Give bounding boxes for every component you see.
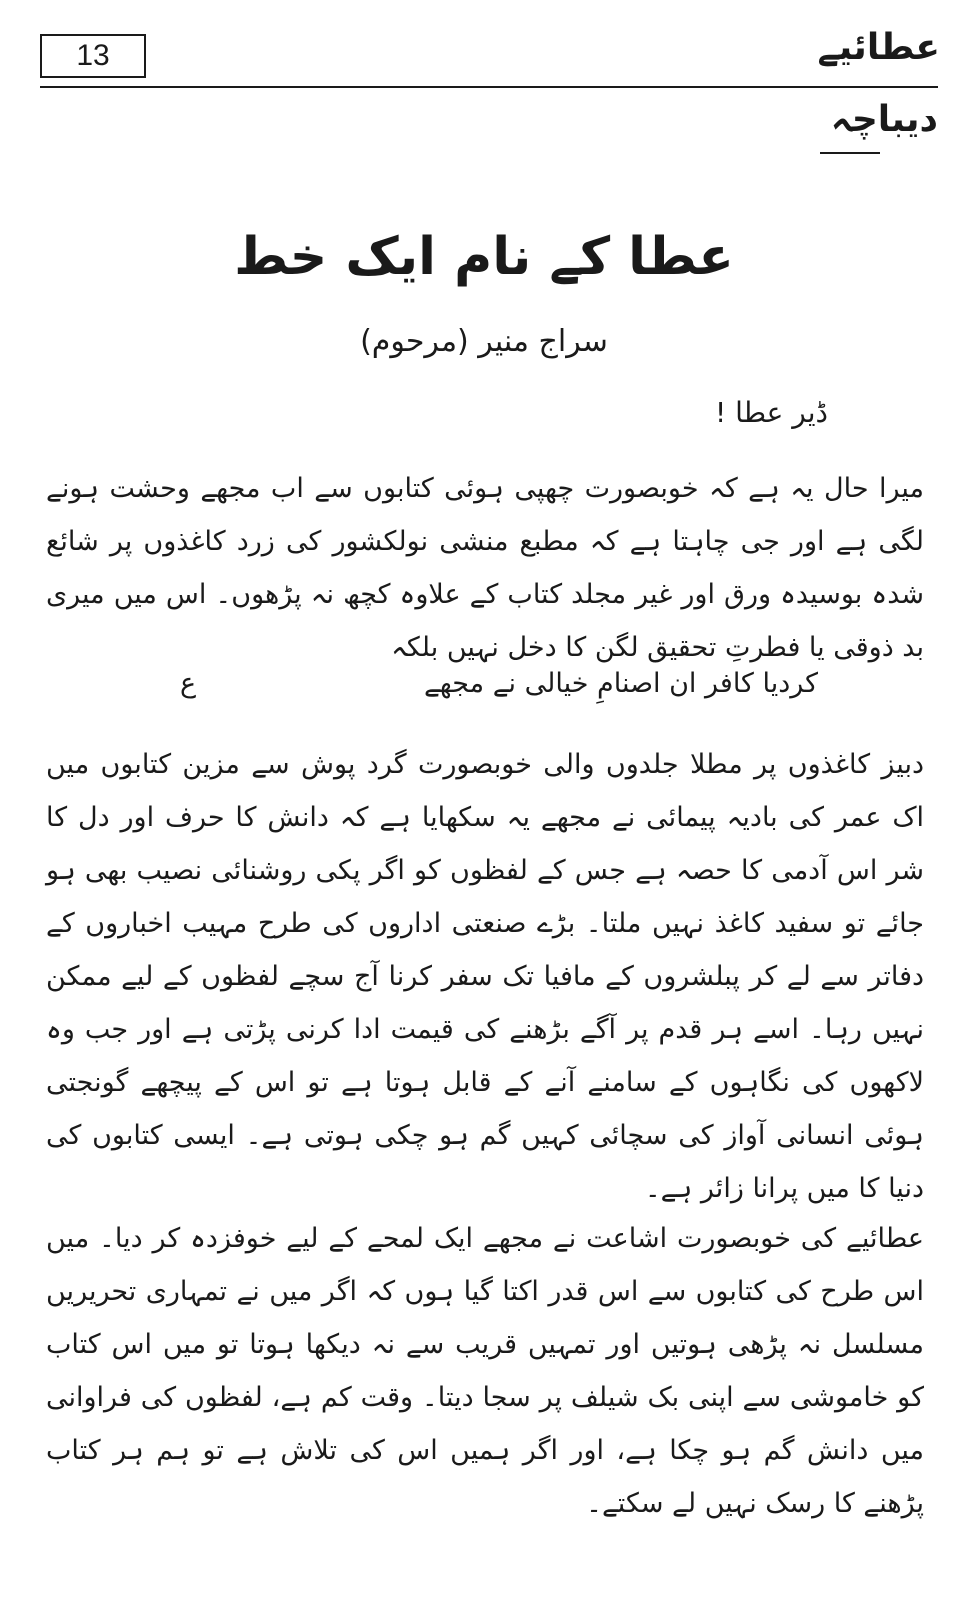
author-name: سراج منیر (مرحوم) [360, 324, 608, 359]
verse-text: کردیا کافر ان اصنامِ خیالی نے مجھے [423, 668, 818, 699]
header-rule [40, 86, 938, 88]
section-label-underline [820, 152, 880, 154]
article-title: عطا کے نام ایک خط [234, 227, 734, 287]
paragraph-3: عطائیے کی خوبصورت اشاعت نے مجھے ایک لمحے کے لیے خوفزدہ کر دیا۔ میں اس طرح کی کتابوں سے اس قدر اکتا گیا ہوں کہ اگر میں نے تمہاری تحریریں مسلسل نہ پڑھی ہوتیں اور تمہیں قریب سے نہ دیکھا ہوتا تو میں اس کتاب کو خاموشی سے اپنی بک شیلف پر سجا دیتا۔ وقت کم ہے، لفظوں کی فراوانی میں دانش گم ہو چکا ہے، اور اگر ہمیں اس کی تلاش ہے تو ہم ہر کتاب پڑھنے کا رسک نہیں لے سکتے۔ [46, 1223, 924, 1519]
section-label: دیباچہ [830, 99, 938, 140]
paragraph-2: دبیز کاغذوں پر مطلا جلدوں والی خوبصورت گرد پوش سے مزین کتابوں میں اک عمر کی بادیہ پیمائی نے مجھے یہ سکھایا ہے کہ دانش کا حرف اور دل کا شر اس آدمی کا حصہ ہے جس کے لفظوں کو اگر پکی روشنائی نصیب بھی ہو جائے تو سفید کاغذ نہیں ملتا۔ بڑے صنعتی اداروں کی طرح مہیب اخباروں کے دفاتر سے لے کر پبلشروں کے مافیا تک سفر کرنا آج سچے لفظوں کے لیے ممکن نہیں رہا۔ اسے ہر قدم پر آگے بڑھنے کی قیمت ادا کرنی پڑتی ہے اور جب وہ لاکھوں کی نگاہوں کے سامنے آنے کے قابل ہوتا ہے تو اس کے پیچھے گونجتی ہوئی انسانی آواز کی سچائی کہیں گم ہو چکی ہوتی ہے۔ ایسی کتابوں کی دنیا کا میں پرانا زائر ہے۔ [46, 749, 924, 1204]
paragraph-1: میرا حال یہ ہے کہ خوبصورت چھپی ہوئی کتابوں سے اب مجھے وحشت ہونے لگی ہے اور جی چاہتا ہے کہ مطبع منشی نولکشور کی زرد کاغذوں پر شائع شدہ بوسیدہ ورق اور غیر مجلد کتاب کے علاوہ کچھ نہ پڑھوں۔ اس میں میری بد ذوقی یا فطرتِ تحقیق لگن کا دخل نہیں بلکہ [46, 473, 924, 663]
verse-line [180, 668, 818, 700]
page-number: 13 [40, 34, 146, 78]
running-header-book-title: عطائیے [817, 27, 940, 68]
verse-marker: ع [180, 668, 197, 699]
salutation: ڈیر عطا ! [715, 396, 828, 429]
